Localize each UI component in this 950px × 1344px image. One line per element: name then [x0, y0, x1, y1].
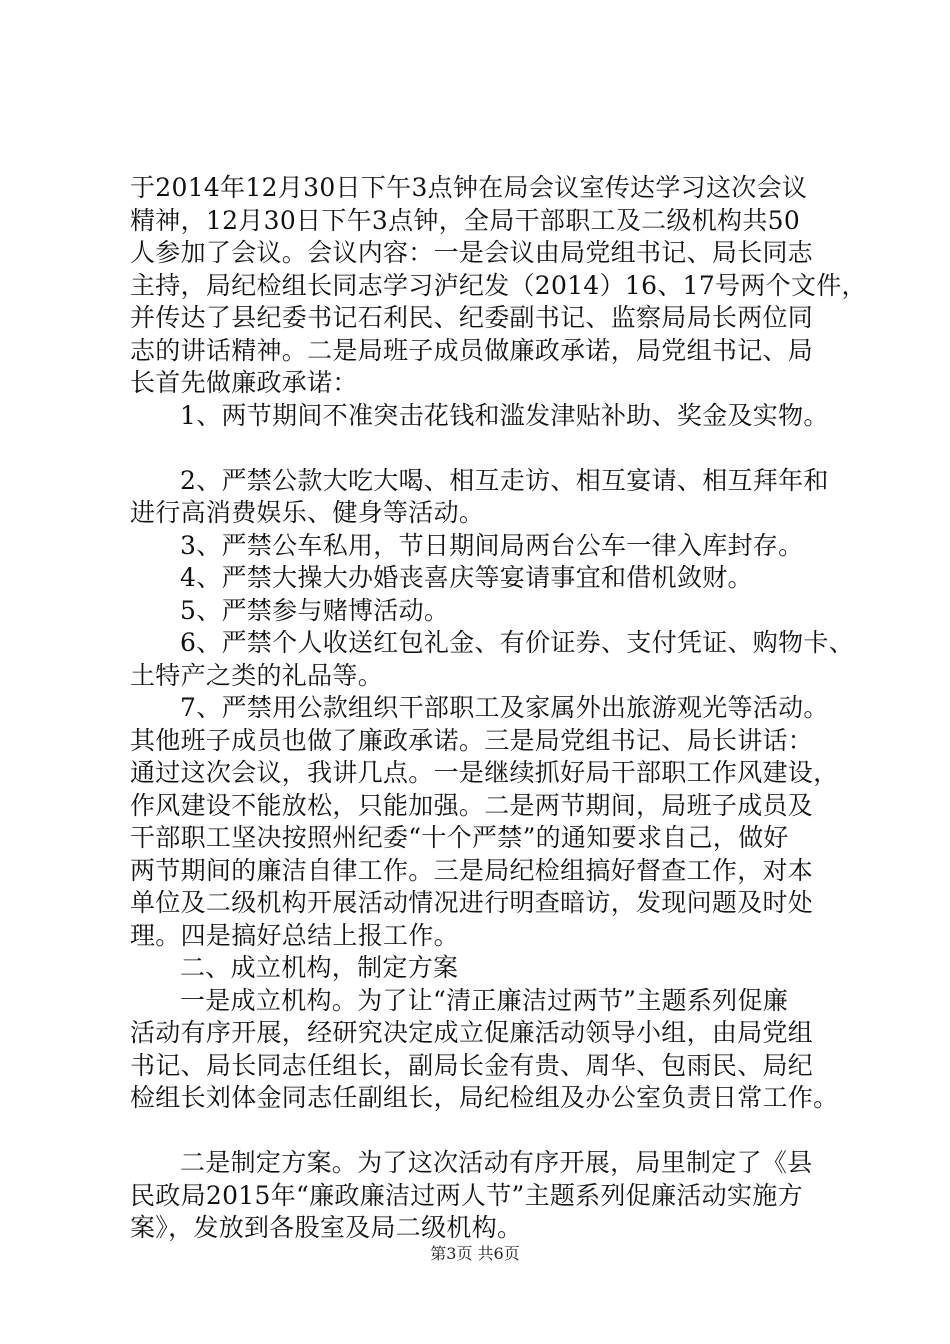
page-number-footer: 第3页 共6页 — [430, 1244, 520, 1263]
paragraph-line: 活动有序开展，经研究决定成立促廉活动领导小组，由局党组 — [130, 1018, 814, 1047]
paragraph-line: 作风建设不能放松，只能加强。二是两节期间，局班子成员及 — [130, 790, 814, 820]
paragraph-line: 于2014年12月30日下午3点钟在局会议室传达学习这次会议 — [130, 173, 808, 202]
paragraph-line: 民政局2015年“廉政廉洁过两人节”主题系列促廉活动实施方 — [130, 1180, 803, 1210]
paragraph-line: 人参加了会议。会议内容：一是会议由局党组书记、局长同志 — [130, 238, 814, 267]
paragraph-line: 二是制定方案。为了这次活动有序开展，局里制定了《县 — [180, 1148, 813, 1177]
paragraph-line: 土特产之类的礼品等。 — [130, 660, 384, 690]
paragraph-line: 两节期间的廉洁自律工作。三是局纪检组搞好督查工作，对本 — [130, 855, 814, 885]
pledge-item-1: 1、两节期间不准突击花钱和滥发津贴补助、奖金及实物。 — [180, 400, 829, 430]
pledge-item-7: 7、严禁用公款组织干部职工及家属外出旅游观光等活动。 — [180, 693, 829, 722]
paragraph-line: 主持，局纪检组长同志学习泸纪发（2014）16、17号两个文件， — [130, 270, 867, 300]
pledge-item-3: 3、严禁公车私用，节日期间局两台公车一律入库封存。 — [180, 530, 804, 560]
paragraph-line: 理。四是搞好总结上报工作。 — [130, 920, 459, 950]
pledge-item-2: 2、严禁公款大吃大喝、相互走访、相互宴请、相互拜年和 — [180, 465, 829, 495]
section-heading: 二、成立机构，制定方案 — [180, 953, 459, 982]
blank-line — [130, 1115, 850, 1148]
paragraph-line: 通过这次会议，我讲几点。一是继续抓好局干部职工作风建设， — [130, 758, 839, 787]
paragraph-line: 案》，发放到各股室及局二级机构。 — [130, 1213, 523, 1242]
pledge-item-6: 6、严禁个人收送红包礼金、有价证券、支付凭证、购物卡、 — [180, 628, 855, 657]
paragraph-line: 其他班子成员也做了廉政承诺。三是局党组书记、局长讲话： — [130, 725, 814, 755]
blank-line — [130, 432, 850, 465]
paragraph-line: 志的讲话精神。二是局班子成员做廉政承诺，局党组书记、局 — [130, 335, 814, 365]
document-body — [130, 172, 867, 1245]
paragraph-line: 进行高消费娱乐、健身等活动。 — [130, 498, 485, 527]
paragraph-line: 并传达了县纪委书记石利民、纪委副书记、监察局局长两位同 — [130, 303, 814, 332]
paragraph-line: 书记、局长同志任组长，副局长金有贵、周华、包雨民、局纪 — [130, 1050, 814, 1080]
paragraph-line: 干部职工坚决按照州纪委“十个严禁”的通知要求自己，做好 — [130, 823, 789, 852]
paragraph-line: 精神，12月30日下午3点钟，全局干部职工及二级机构共50 — [130, 205, 801, 235]
pledge-item-4: 4、严禁大操大办婚丧喜庆等宴请事宜和借机敛财。 — [180, 563, 753, 592]
paragraph-line: 单位及二级机构开展活动情况进行明查暗访，发现问题及时处 — [130, 888, 814, 917]
pledge-item-5: 5、严禁参与赌博活动。 — [180, 595, 450, 625]
paragraph-line: 长首先做廉政承诺： — [130, 368, 358, 397]
paragraph-line: 一是成立机构。为了让“清正廉洁过两节”主题系列促廉 — [180, 985, 789, 1015]
paragraph-line: 检组长刘体金同志任副组长，局纪检组及办公室负责日常工作。 — [130, 1083, 839, 1112]
